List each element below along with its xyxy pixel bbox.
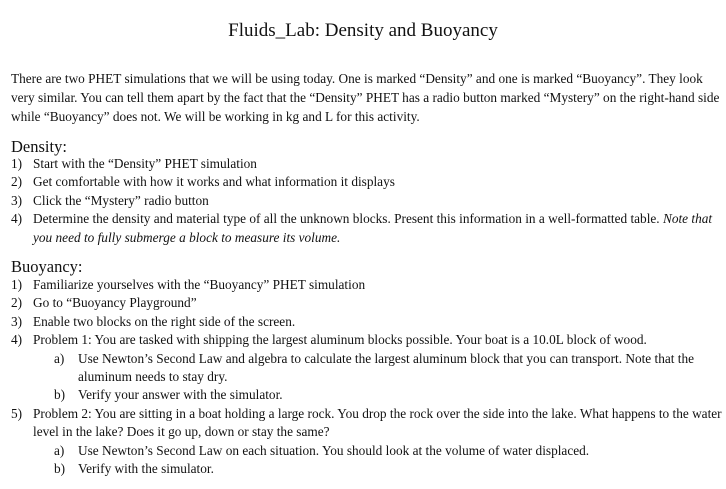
- list-text: Get comfortable with how it works and what information it displays: [33, 174, 395, 190]
- list-number: 4): [11, 332, 23, 348]
- density-steps: [11, 155, 723, 247]
- list-text: Determine the density and material type of all the unknown blocks. Present this information in a well-formatted table.: [33, 211, 663, 227]
- list-note: Note that you need to fully submerge a block to measure its volume.: [33, 211, 713, 245]
- list-text: Use Newton’s Second Law and algebra to calculate the largest aluminum block that you can transport. Note that the aluminum needs to stay dry.: [78, 350, 695, 385]
- list-text: Problem 1: You are tasked with shipping the largest aluminum blocks possible. Your boat is a 10.0L block of wood.: [33, 332, 647, 348]
- list-item: [11, 192, 723, 210]
- list-text: Familiarize yourselves with the “Buoyancy” PHET simulation: [33, 277, 366, 292]
- buoyancy-steps: [11, 276, 723, 478]
- list-item: [11, 276, 723, 294]
- list-number: 2): [11, 174, 23, 190]
- sub-list-item: [33, 460, 723, 478]
- list-text: Go to “Buoyancy Playground”: [33, 295, 197, 311]
- list-number: 1): [11, 277, 23, 292]
- list-letter: a): [54, 442, 65, 458]
- sub-list-item: [33, 350, 723, 387]
- sub-list-item: [33, 442, 723, 460]
- list-item: [11, 210, 723, 247]
- list-number: 3): [11, 313, 23, 329]
- list-number: 3): [11, 192, 23, 208]
- page-title: Fluids_Lab: Density and Buoyancy: [228, 20, 498, 41]
- buoyancy-heading: Buoyancy:: [11, 257, 83, 276]
- sub-list: [33, 350, 723, 405]
- list-number: 5): [11, 405, 23, 421]
- sub-list: [33, 442, 723, 479]
- intro-paragraph: There are two PHET simulations that we will be using today. One is marked “Density” and one is marked “Buoyancy”. They look very similar. You can tell them apart by the fact that the “Density” PHET has a radio button marked “Mystery” on the right-hand side while “Buoyancy” does not. We will be working in kg and L for this activity.: [11, 71, 720, 124]
- density-heading: Density:: [11, 137, 67, 156]
- list-letter: b): [54, 387, 66, 403]
- list-item: [11, 173, 723, 191]
- list-text: Start with the “Density” PHET simulation: [33, 156, 257, 171]
- list-letter: b): [54, 461, 66, 477]
- list-number: 2): [11, 295, 23, 311]
- sub-list-item: [33, 386, 723, 404]
- list-text: Enable two blocks on the right side of the screen.: [33, 313, 296, 329]
- list-text: Click the “Mystery” radio button: [33, 192, 209, 208]
- list-text: Verify your answer with the simulator.: [78, 387, 283, 403]
- list-number: 4): [11, 211, 23, 227]
- list-text: Problem 2: You are sitting in a boat holding a large rock. You drop the rock over the side into the lake. What happens to the water level in the lake? Does it go up, down or stay the same?: [33, 405, 722, 440]
- list-item: [11, 155, 723, 173]
- list-text: Verify with the simulator.: [78, 461, 214, 477]
- list-item: [11, 405, 723, 479]
- list-number: 1): [11, 156, 23, 171]
- list-item: [11, 331, 723, 405]
- list-letter: a): [54, 350, 65, 366]
- list-item: [11, 294, 723, 312]
- list-item: [11, 313, 723, 331]
- list-text: Use Newton’s Second Law on each situation. You should look at the volume of water displaced.: [78, 442, 590, 458]
